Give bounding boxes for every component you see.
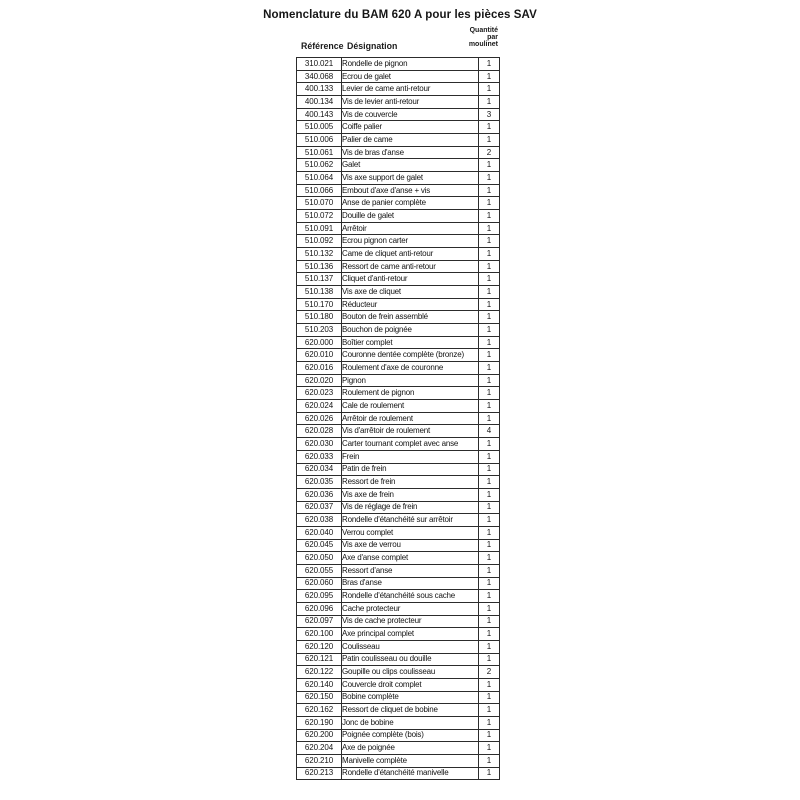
designation-cell: Ecrou de galet	[342, 70, 479, 83]
reference-cell: 620.045	[297, 539, 342, 552]
table-row	[297, 311, 500, 324]
designation-cell: Vis de cache protecteur	[342, 615, 479, 628]
reference-cell: 340.068	[297, 70, 342, 83]
reference-cell: 620.024	[297, 400, 342, 413]
reference-cell: 510.091	[297, 222, 342, 235]
designation-cell: Cache protecteur	[342, 602, 479, 615]
quantity-cell: 1	[479, 387, 500, 400]
table-row	[297, 349, 500, 362]
quantity-cell: 1	[479, 501, 500, 514]
table-row	[297, 615, 500, 628]
designation-cell: Vis axe de cliquet	[342, 286, 479, 299]
table-row	[297, 70, 500, 83]
reference-cell: 510.136	[297, 260, 342, 273]
quantity-cell: 1	[479, 514, 500, 527]
table-row	[297, 286, 500, 299]
designation-cell: Axe principal complet	[342, 628, 479, 641]
designation-cell: Levier de came anti-retour	[342, 83, 479, 96]
table-row	[297, 767, 500, 780]
table-row	[297, 235, 500, 248]
designation-cell: Roulement de pignon	[342, 387, 479, 400]
quantity-cell: 1	[479, 83, 500, 96]
designation-cell: Douille de galet	[342, 210, 479, 223]
reference-cell: 620.096	[297, 602, 342, 615]
designation-cell: Réducteur	[342, 298, 479, 311]
reference-cell: 620.038	[297, 514, 342, 527]
quantity-cell: 1	[479, 742, 500, 755]
reference-cell: 620.200	[297, 729, 342, 742]
designation-cell: Ressort de cliquet de bobine	[342, 704, 479, 717]
reference-cell: 510.203	[297, 324, 342, 337]
designation-cell: Jonc de bobine	[342, 716, 479, 729]
table-row	[297, 172, 500, 185]
quantity-cell: 1	[479, 197, 500, 210]
reference-cell: 620.028	[297, 425, 342, 438]
page-title: Nomenclature du BAM 620 A pour les pièces SAV	[263, 9, 537, 21]
reference-cell: 620.023	[297, 387, 342, 400]
reference-cell: 510.064	[297, 172, 342, 185]
reference-cell: 510.006	[297, 134, 342, 147]
reference-cell: 620.000	[297, 336, 342, 349]
designation-cell: Boîtier complet	[342, 336, 479, 349]
table-row	[297, 666, 500, 679]
designation-cell: Arrêtoir de roulement	[342, 412, 479, 425]
designation-cell: Rondelle de pignon	[342, 58, 479, 71]
table-row	[297, 488, 500, 501]
quantity-cell: 1	[479, 615, 500, 628]
table-row	[297, 58, 500, 71]
designation-cell: Bouchon de poignée	[342, 324, 479, 337]
table-row	[297, 83, 500, 96]
quantity-cell: 1	[479, 324, 500, 337]
table-row	[297, 146, 500, 159]
designation-cell: Ressort d'anse	[342, 564, 479, 577]
table-row	[297, 742, 500, 755]
quantity-cell: 1	[479, 210, 500, 223]
reference-cell: 620.035	[297, 476, 342, 489]
reference-cell: 620.162	[297, 704, 342, 717]
column-header-quantity	[400, 28, 498, 48]
reference-cell: 620.040	[297, 526, 342, 539]
reference-cell: 400.134	[297, 96, 342, 109]
reference-cell: 620.210	[297, 754, 342, 767]
table-row	[297, 362, 500, 375]
quantity-cell: 1	[479, 311, 500, 324]
quantity-cell: 1	[479, 438, 500, 451]
reference-cell: 620.060	[297, 577, 342, 590]
quantity-cell: 1	[479, 58, 500, 71]
table-row	[297, 273, 500, 286]
table-row	[297, 108, 500, 121]
table-row	[297, 653, 500, 666]
quantity-cell: 1	[479, 691, 500, 704]
quantity-cell: 1	[479, 552, 500, 565]
table-row	[297, 121, 500, 134]
quantity-cell: 1	[479, 298, 500, 311]
designation-cell: Arrêtoir	[342, 222, 479, 235]
reference-cell: 620.033	[297, 450, 342, 463]
reference-cell: 510.066	[297, 184, 342, 197]
quantity-cell: 1	[479, 526, 500, 539]
table-row	[297, 577, 500, 590]
designation-cell: Rondelle d'étanchéité sous cache	[342, 590, 479, 603]
designation-cell: Manivelle complète	[342, 754, 479, 767]
designation-cell: Ressort de frein	[342, 476, 479, 489]
table-row	[297, 374, 500, 387]
quantity-cell: 2	[479, 666, 500, 679]
quantity-cell: 1	[479, 70, 500, 83]
table-row	[297, 324, 500, 337]
reference-cell: 620.100	[297, 628, 342, 641]
reference-cell: 620.034	[297, 463, 342, 476]
quantity-cell: 1	[479, 704, 500, 717]
reference-cell: 510.137	[297, 273, 342, 286]
reference-cell: 620.121	[297, 653, 342, 666]
reference-cell: 510.061	[297, 146, 342, 159]
table-row	[297, 716, 500, 729]
quantity-cell: 1	[479, 159, 500, 172]
designation-cell: Carter tournant complet avec anse	[342, 438, 479, 451]
reference-cell: 510.138	[297, 286, 342, 299]
quantity-cell: 1	[479, 336, 500, 349]
table-row	[297, 96, 500, 109]
quantity-cell: 1	[479, 273, 500, 286]
table-row	[297, 501, 500, 514]
designation-cell: Coiffe palier	[342, 121, 479, 134]
designation-cell: Came de cliquet anti-retour	[342, 248, 479, 261]
table-row	[297, 602, 500, 615]
reference-cell: 620.036	[297, 488, 342, 501]
table-row	[297, 691, 500, 704]
table-row	[297, 539, 500, 552]
table-row	[297, 628, 500, 641]
quantity-cell: 3	[479, 108, 500, 121]
quantity-cell: 1	[479, 248, 500, 261]
reference-cell: 620.190	[297, 716, 342, 729]
reference-cell: 620.213	[297, 767, 342, 780]
designation-cell: Cliquet d'anti-retour	[342, 273, 479, 286]
reference-cell: 620.122	[297, 666, 342, 679]
designation-cell: Axe de poignée	[342, 742, 479, 755]
column-header-reference: Référence	[301, 41, 344, 51]
designation-cell: Vis d'arrêtoir de roulement	[342, 425, 479, 438]
designation-cell: Vis axe de verrou	[342, 539, 479, 552]
reference-cell: 620.055	[297, 564, 342, 577]
table-row	[297, 298, 500, 311]
quantity-cell: 1	[479, 412, 500, 425]
designation-cell: Galet	[342, 159, 479, 172]
designation-cell: Embout d'axe d'anse + vis	[342, 184, 479, 197]
reference-cell: 620.150	[297, 691, 342, 704]
reference-cell: 510.180	[297, 311, 342, 324]
reference-cell: 620.016	[297, 362, 342, 375]
quantity-cell: 1	[479, 729, 500, 742]
reference-cell: 510.132	[297, 248, 342, 261]
reference-cell: 510.005	[297, 121, 342, 134]
quantity-cell: 1	[479, 640, 500, 653]
designation-cell: Patin coulisseau ou douille	[342, 653, 479, 666]
table-row	[297, 222, 500, 235]
reference-cell: 620.020	[297, 374, 342, 387]
table-row	[297, 704, 500, 717]
quantity-cell: 1	[479, 362, 500, 375]
table-row	[297, 640, 500, 653]
quantity-cell: 1	[479, 172, 500, 185]
reference-cell: 400.143	[297, 108, 342, 121]
quantity-cell: 1	[479, 400, 500, 413]
table-row	[297, 336, 500, 349]
reference-cell: 620.037	[297, 501, 342, 514]
quantity-cell: 1	[479, 539, 500, 552]
quantity-cell: 1	[479, 476, 500, 489]
table-row	[297, 678, 500, 691]
quantity-cell: 1	[479, 222, 500, 235]
table-row	[297, 412, 500, 425]
designation-cell: Vis de levier anti-retour	[342, 96, 479, 109]
quantity-cell: 1	[479, 716, 500, 729]
designation-cell: Vis de couvercle	[342, 108, 479, 121]
reference-cell: 510.070	[297, 197, 342, 210]
reference-cell: 620.030	[297, 438, 342, 451]
table-row	[297, 184, 500, 197]
quantity-cell: 1	[479, 349, 500, 362]
designation-cell: Bouton de frein assemblé	[342, 311, 479, 324]
reference-cell: 620.095	[297, 590, 342, 603]
quantity-cell: 1	[479, 488, 500, 501]
quantity-cell: 1	[479, 121, 500, 134]
quantity-cell: 1	[479, 628, 500, 641]
quantity-header-line2: par	[487, 33, 498, 41]
designation-cell: Rondelle d'étanchéité sur arrêtoir	[342, 514, 479, 527]
reference-cell: 510.062	[297, 159, 342, 172]
table-row	[297, 564, 500, 577]
table-row	[297, 552, 500, 565]
table-row	[297, 387, 500, 400]
quantity-cell: 1	[479, 134, 500, 147]
designation-cell: Cale de roulement	[342, 400, 479, 413]
table-row	[297, 476, 500, 489]
reference-cell: 620.140	[297, 678, 342, 691]
table-row	[297, 260, 500, 273]
quantity-cell: 1	[479, 374, 500, 387]
reference-cell: 310.021	[297, 58, 342, 71]
quantity-cell: 1	[479, 96, 500, 109]
designation-cell: Coulisseau	[342, 640, 479, 653]
designation-cell: Goupille ou clips coulisseau	[342, 666, 479, 679]
quantity-cell: 1	[479, 577, 500, 590]
table-row	[297, 159, 500, 172]
reference-cell: 620.050	[297, 552, 342, 565]
designation-cell: Ecrou pignon carter	[342, 235, 479, 248]
designation-cell: Patin de frein	[342, 463, 479, 476]
designation-cell: Rondelle d'étanchéité manivelle	[342, 767, 479, 780]
reference-cell: 400.133	[297, 83, 342, 96]
parts-table-body	[297, 58, 500, 780]
table-row	[297, 248, 500, 261]
designation-cell: Vis de bras d'anse	[342, 146, 479, 159]
table-row	[297, 590, 500, 603]
designation-cell: Couronne dentée complète (bronze)	[342, 349, 479, 362]
quantity-cell: 1	[479, 590, 500, 603]
designation-cell: Couvercle droit complet	[342, 678, 479, 691]
quantity-cell: 1	[479, 286, 500, 299]
designation-cell: Pignon	[342, 374, 479, 387]
designation-cell: Palier de came	[342, 134, 479, 147]
column-header-designation: Désignation	[347, 41, 398, 51]
table-row	[297, 526, 500, 539]
designation-cell: Vis axe support de galet	[342, 172, 479, 185]
designation-cell: Verrou complet	[342, 526, 479, 539]
table-row	[297, 514, 500, 527]
designation-cell: Bras d'anse	[342, 577, 479, 590]
quantity-cell: 1	[479, 235, 500, 248]
table-row	[297, 729, 500, 742]
reference-cell: 620.026	[297, 412, 342, 425]
designation-cell: Anse de panier complète	[342, 197, 479, 210]
quantity-cell: 4	[479, 425, 500, 438]
reference-cell: 620.010	[297, 349, 342, 362]
quantity-cell: 2	[479, 146, 500, 159]
table-row	[297, 425, 500, 438]
reference-cell: 510.072	[297, 210, 342, 223]
quantity-header-line3: moulinet	[468, 40, 498, 48]
designation-cell: Vis axe de frein	[342, 488, 479, 501]
table-row	[297, 754, 500, 767]
table-row	[297, 450, 500, 463]
table-row	[297, 463, 500, 476]
quantity-cell: 1	[479, 463, 500, 476]
designation-cell: Ressort de came anti-retour	[342, 260, 479, 273]
quantity-cell: 1	[479, 564, 500, 577]
reference-cell: 510.170	[297, 298, 342, 311]
designation-cell: Vis de réglage de frein	[342, 501, 479, 514]
reference-cell: 620.204	[297, 742, 342, 755]
table-row	[297, 400, 500, 413]
table-row	[297, 210, 500, 223]
quantity-cell: 1	[479, 184, 500, 197]
quantity-cell: 1	[479, 767, 500, 780]
designation-cell: Bobine complète	[342, 691, 479, 704]
parts-table	[296, 57, 500, 780]
quantity-cell: 1	[479, 754, 500, 767]
designation-cell: Poignée complète (bois)	[342, 729, 479, 742]
designation-cell: Frein	[342, 450, 479, 463]
designation-cell: Roulement d'axe de couronne	[342, 362, 479, 375]
quantity-cell: 1	[479, 653, 500, 666]
quantity-cell: 1	[479, 450, 500, 463]
table-row	[297, 134, 500, 147]
quantity-cell: 1	[479, 678, 500, 691]
reference-cell: 620.097	[297, 615, 342, 628]
reference-cell: 510.092	[297, 235, 342, 248]
table-row	[297, 197, 500, 210]
quantity-cell: 1	[479, 260, 500, 273]
quantity-cell: 1	[479, 602, 500, 615]
table-row	[297, 438, 500, 451]
quantity-header-line1: Quantité	[469, 27, 498, 34]
designation-cell: Axe d'anse complet	[342, 552, 479, 565]
reference-cell: 620.120	[297, 640, 342, 653]
